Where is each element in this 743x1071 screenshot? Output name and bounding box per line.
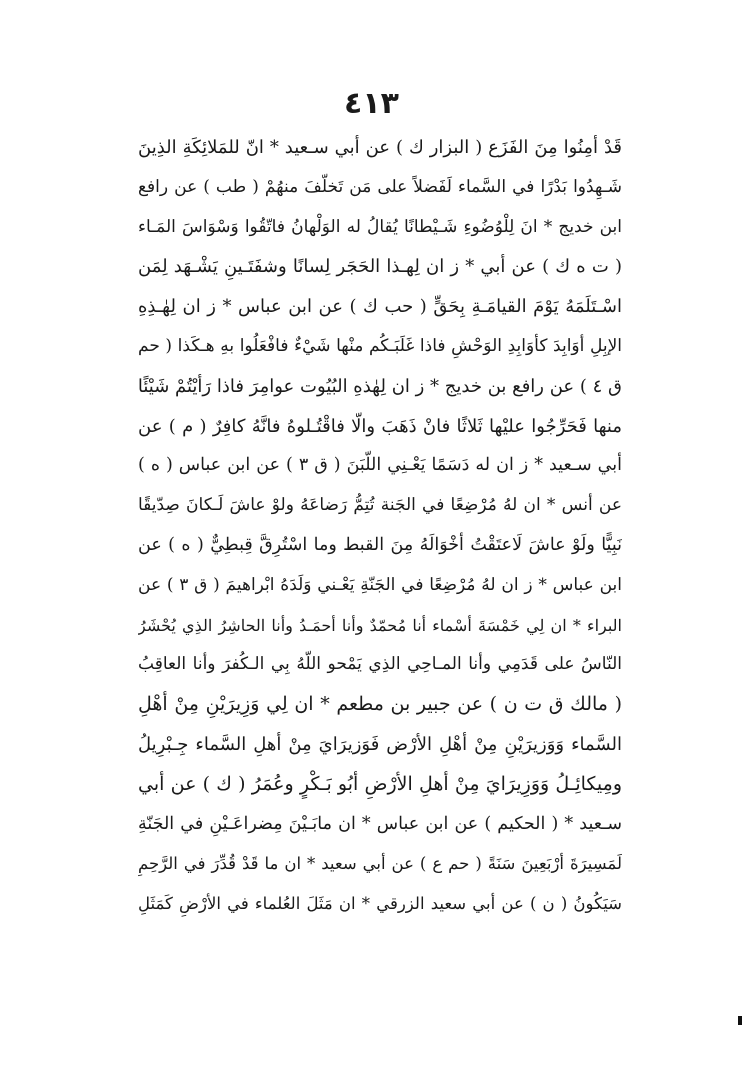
text-line-3: ابن خديج * انَ لِلْوُضُوءِ شَـيْطانًا يُقالُ له الوَلْهانُ فاتّقُوا وَسْوَاسَ المَـاء (138, 216, 622, 237)
text-line-20: سَيَكُونُ ( ن ) عن أبي سعيد الزرقي * ان مَثَلَ العُلماء في الأرْضِ كَمَثَلِ (138, 894, 622, 914)
text-line-14: النّاسُ على قَدَمِي وأنا المـاحِي الذِي يَمْحو اللّهُ بِي الـكُفرَ وأنا العاقِبُ (138, 654, 622, 675)
text-line-17: ومِيكائِـلُ وَوَزِيرَايَ مِنْ أهلِ الأرْضِ أبُو بَـكْرٍ وعُمَرُ ( ك ) عن أبي (138, 772, 622, 795)
text-line-8: منها فَحَرِّجُوا عليْها ثَلاثًا فانْ ذَهَبَ والّا فاقْتُـلوهُ فانَّهُ كافِرٌ ( م ) عن (138, 415, 622, 437)
text-line-18: سـعيد * ( الحكيم ) عن ابن عباس * ان مابَـيْنَ مِضراعَـيْنِ في الجَنّةِ (138, 813, 622, 834)
text-line-13: البراء * ان لِي خَمْسَةَ أسْماء أنا مُحمّدٌ وأنا أحمَـدُ وأنا الحاشِرُ الذِي يُحْشَرُ (138, 615, 622, 635)
text-line-19: لَمَسِيرَةَ أرْبَعِينَ سَنَةً ( حم ع ) عن أبي سعيد * ان ما قَدْ قُدِّرَ في الرَّحِمِ (138, 854, 622, 874)
text-line-9: أبي سـعيد * ز ان له دَسَمًا يَعْـنِي اللّبَنَ ( ق ٣ ) عن ابن عباس ( ه ) (138, 455, 622, 476)
text-line-15: ( مالك ق ت ن ) عن جبير بن مطعم * ان لِي وَزِيرَيْنِ مِنْ أهْلِ (138, 693, 622, 716)
text-line-5: اسْـتَلَمَهُ يَوْمَ القيامَـةِ بِحَقٍّ ( حب ك ) عن ابن عباس * ز ان لِهٰـذِهِ (138, 296, 622, 318)
text-line-1: قَدْ أمِنُوا مِنَ الفَزَع ( البزار ك ) عن أبي سـعيد * انّ للمَلائِكَةِ الذِينَ (138, 137, 622, 158)
page-number: ٤١٣ (344, 86, 399, 121)
text-line-16: السَّماء وَوَزيرَيْنِ مِنْ أهْلِ الأرْض فَوَزيرَايَ مِنْ أهلِ السَّماء جِـبْرِيلُ (138, 733, 622, 755)
body-text (138, 128, 622, 924)
text-line-7: ق ٤ ) عن رافع بن خديج * ز ان لِهٰذهِ البُيُوت عوامِرَ فاذا رَأيْتُمْ شَيْئًا (138, 375, 622, 397)
text-line-11: نَبِيًّا ولَوْ عاشَ لَاعتَقْتُ أخْوَالَهُ مِنَ القبط وما اسْتُرِقَّ قِبطِيٌّ ( ه ) عن (138, 534, 622, 555)
text-line-2: شَـهِدُوا بَدْرًا في السَّماء لَفَضلاً على مَن تَخلّفَ منهُمْ ( طب ) عن رافع (138, 176, 622, 197)
text-line-12: ابن عباس * ز ان لهُ مُرْضِعًا في الجَنّةِ يَعْـني وَلَدَهُ ابْراهيمَ ( ق ٣ ) عن (138, 574, 622, 595)
text-line-6: الإبِلِ أوَابِدَ كأوَابِدِ الوَحْشِ فاذا غَلَبَـكُم منْها شَيْءٌ فافْعَلُوا بهِ هـكَذا ( حم (138, 335, 622, 356)
scan-edge-mark (738, 1016, 742, 1025)
text-line-10: عن أنس * ان لهُ مُرْضِعًا في الجَنة تُتِمُّ رَضاعَهُ ولوْ عاشَ لَـكانَ صِدّيقًا (138, 495, 622, 516)
text-line-4: ( ت ه ك ) عن أبي * ز ان لِهـذا الحَجَر لِسانًا وشفَتَـينِ يَشْـهَد لِمَن (138, 256, 622, 278)
